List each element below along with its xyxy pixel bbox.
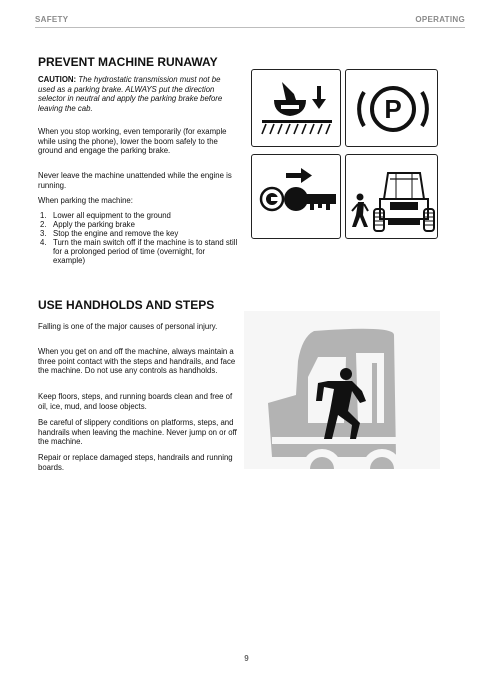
handholds-paragraph-5: Repair or replace damaged steps, handrails and running boards. bbox=[38, 453, 233, 472]
parking-step: 2. Apply the parking brake bbox=[40, 220, 135, 229]
handholds-paragraph-1: Falling is one of the major causes of personal injury. bbox=[38, 322, 218, 331]
lower-boom-icon bbox=[252, 70, 342, 148]
climb-cab-icon bbox=[244, 311, 440, 469]
parking-step: 4. Turn the main switch off if the machine is to stand still for a prolonged period of time (overnight, for example) bbox=[40, 238, 238, 265]
runaway-paragraph-1: When you stop working, even temporarily (for example while using the phone), lower the boom safely to the ground and engage the parking brake. bbox=[38, 127, 227, 156]
parking-step: 1. Lower all equipment to the ground bbox=[40, 211, 171, 220]
lower-boom-sign bbox=[251, 69, 341, 147]
climb-illustration bbox=[244, 311, 440, 469]
handholds-title: USE HANDHOLDS AND STEPS bbox=[38, 298, 215, 312]
runaway-paragraph-2: Never leave the machine unattended while the engine is running. bbox=[38, 171, 232, 190]
caution-text: The hydrostatic transmission must not be used as a parking brake. ALWAYS put the direction selector in neutral and apply the parking brake before leaving the cab. bbox=[38, 75, 223, 113]
leave-machine-icon bbox=[346, 155, 439, 240]
header-section-label: SAFETY bbox=[35, 15, 69, 24]
parking-steps-list bbox=[40, 211, 238, 265]
handholds-paragraph-3: Keep floors, steps, and running boards clean and free of oil, ice, mud, and loose objects. bbox=[38, 392, 233, 411]
runaway-paragraph-3: When parking the machine: bbox=[38, 196, 133, 205]
parking-brake-icon bbox=[346, 70, 439, 148]
caution-paragraph bbox=[38, 75, 238, 113]
page-number: 9 bbox=[244, 654, 249, 663]
handholds-paragraph-2: When you get on and off the machine, always maintain a three point contact with the steps and handrails, and face the machine. Do not use any controls as handholds. bbox=[38, 347, 236, 376]
remove-key-sign bbox=[251, 154, 341, 239]
runaway-title: PREVENT MACHINE RUNAWAY bbox=[38, 55, 218, 69]
header-chapter-label: OPERATING bbox=[415, 15, 465, 24]
remove-key-icon bbox=[252, 155, 342, 240]
leave-machine-sign bbox=[345, 154, 438, 239]
caution-label: CAUTION: bbox=[38, 75, 77, 84]
svg-text:P: P bbox=[384, 94, 402, 124]
header-rule bbox=[35, 27, 465, 28]
handholds-paragraph-4: Be careful of slippery conditions on platforms, steps, and handrails when leaving the machine. Never jump on or off the machine. bbox=[38, 418, 237, 447]
parking-step: 3. Stop the engine and remove the key bbox=[40, 229, 179, 238]
parking-brake-sign bbox=[345, 69, 438, 147]
